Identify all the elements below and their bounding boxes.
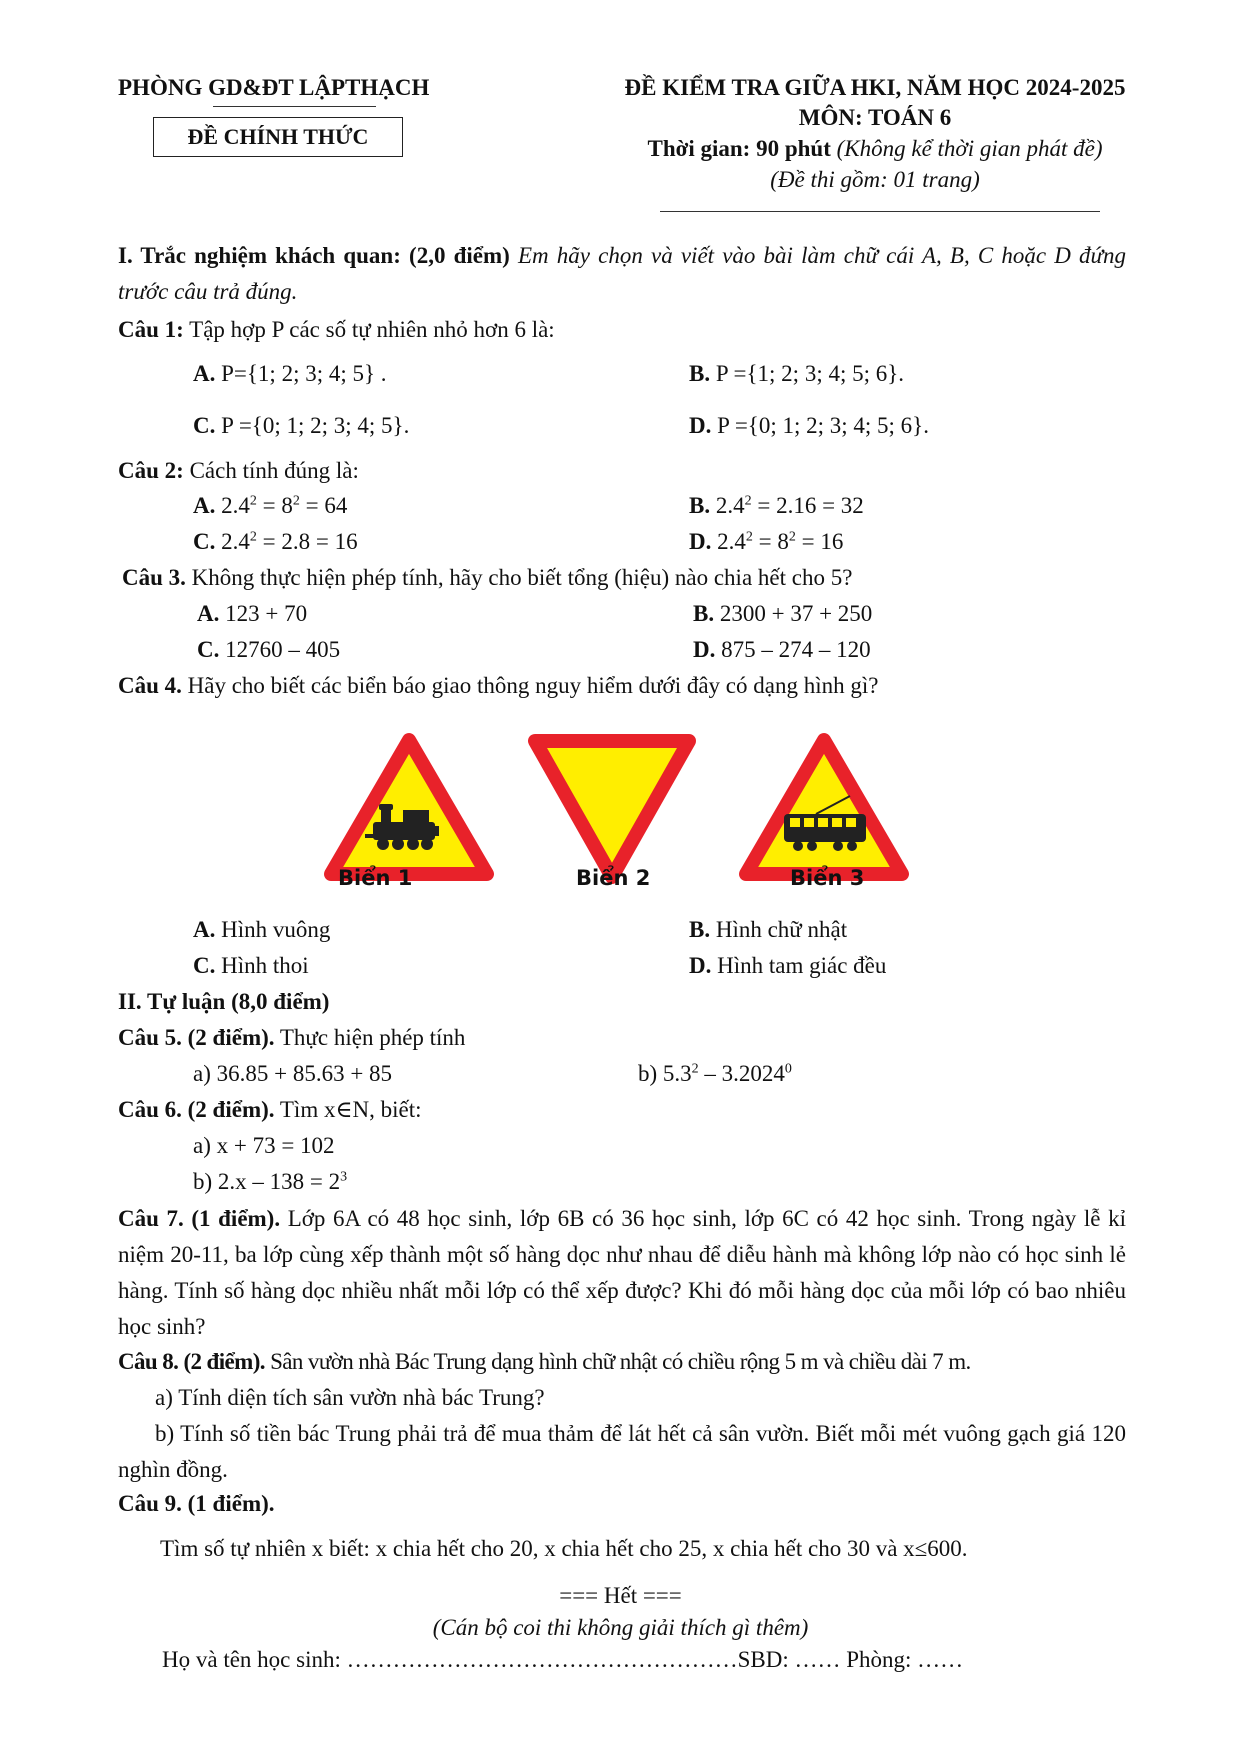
q6-part-a: a) x + 73 = 102 — [193, 1133, 335, 1158]
q7-label: Câu 7. (1 điểm). — [118, 1206, 281, 1231]
q3-option-c: C. 12760 – 405 — [197, 637, 341, 662]
q7-text: Lớp 6A có 48 học sinh, lớp 6B có 36 học sinh, lớp 6C có 42 học sinh. Trong ngày lễ kỉ niệm 20-11, ba lớp cùng xếp thành một số hàng dọc như nhau để diễu hành mà không lớp nào có học sinh lẻ hàng. Tính số hàng dọc nhiều nhất mỗi lớp có thể xếp được? Khi đó mỗi hàng dọc của mỗi lớp có bao nhiêu học sinh? — [118, 1206, 1126, 1339]
q5-label: Câu 5. (2 điểm). — [118, 1025, 275, 1050]
q6-label: Câu 6. (2 điểm). — [118, 1097, 275, 1122]
q4-text: Hãy cho biết các biển báo giao thông nguy hiểm dưới đây có dạng hình gì? — [187, 673, 879, 698]
part2-heading: II. Tự luận (8,0 điểm) — [118, 989, 330, 1014]
official-badge: ĐỀ CHÍNH THỨC — [153, 117, 403, 157]
q4-stem — [118, 672, 878, 700]
q5-part-b: b) $5.3^2 - 3.2024^0$ — [638, 1061, 792, 1086]
sign-1-label: Biển 1 — [338, 866, 413, 890]
part1-heading: I. Trắc nghiệm khách quan: (2,0 điểm) — [118, 243, 510, 268]
q2-label: Câu 2: — [118, 458, 184, 483]
pages-note: (Đề thi gồm: 01 trang) — [770, 167, 980, 192]
time-label: Thời gian: 90 phút — [647, 136, 831, 161]
time-line — [560, 135, 1190, 163]
q2-stem — [118, 457, 359, 485]
end-marker: === Hết === — [559, 1583, 682, 1608]
sign-3-tram-icon — [738, 730, 910, 886]
q5-part-a: a) 36.85 + 85.63 + 85 — [193, 1061, 393, 1086]
q8-part-b: b) Tính số tiền bác Trung phải trả để mua thảm để lát hết cả sân vườn. Biết mỗi mét vuông gạch giá 120 nghìn đồng. — [118, 1421, 1126, 1482]
q4-option-d: D. Hình tam giác đều — [689, 953, 887, 978]
q2-option-c: C. $2.4^2 = 2.8 = 16$ — [193, 529, 358, 554]
exam-title: ĐỀ KIỂM TRA GIỮA HKI, NĂM HỌC 2024-2025 — [624, 75, 1126, 100]
header-rule — [660, 211, 1100, 212]
part1-instruction: Em hãy chọn và viết vào bài làm chữ cái A, B, C hoặc D đứng trước câu trả đúng. — [118, 243, 1127, 304]
q8-label: Câu 8. (2 điểm). — [118, 1349, 265, 1374]
q3-option-b: B. 2300 + 37 + 250 — [693, 601, 873, 626]
q8-part-a: a) Tính diện tích sân vườn nhà bác Trung? — [155, 1385, 545, 1410]
student-info-line: Họ và tên học sinh: ……………………………………………SBD: …… Phòng: …… — [162, 1647, 964, 1672]
q1-option-c: C. P ={0; 1; 2; 3; 4; 5}. — [193, 413, 410, 438]
q1-label: Câu 1: — [118, 317, 184, 342]
sign-2-yield-icon — [527, 733, 697, 886]
q6-text: Tìm x∈N, biết: — [279, 1097, 422, 1122]
sign-3-label: Biển 3 — [790, 866, 865, 890]
q1-stem — [118, 316, 555, 344]
q2-option-d: D. $2.4^2 = 8^2 = 16$ — [689, 529, 844, 554]
q4-label: Câu 4. — [118, 673, 182, 698]
q4-option-a: A. Hình vuông — [193, 917, 331, 942]
department-underline — [213, 106, 376, 107]
q2-option-a: A. $2.4^2 = 8^2 = 64$ — [193, 493, 348, 518]
q3-stem — [122, 564, 852, 592]
q1-option-b: B. P ={1; 2; 3; 4; 5; 6}. — [689, 361, 905, 386]
q2-text: Cách tính đúng là: — [189, 458, 359, 483]
q5-text: Thực hiện phép tính — [279, 1025, 466, 1050]
q6-part-b: b) $2.x - 138 = 2^3$ — [193, 1169, 348, 1194]
sign-1-train-icon — [323, 730, 495, 886]
q3-text: Không thực hiện phép tính, hãy cho biết tổng (hiệu) nào chia hết cho 5? — [191, 565, 853, 590]
q3-label: Câu 3. — [122, 565, 186, 590]
q9-text: Tìm số tự nhiên x biết: x chia hết cho 20, x chia hết cho 25, x chia hết cho 30 và x≤600. — [160, 1536, 968, 1561]
q8-stem — [118, 1348, 971, 1376]
q5-stem — [118, 1024, 465, 1052]
department-title: PHÒNG GD&ĐT LẬPTHẠCH — [118, 75, 430, 100]
q1-option-a: A. P={1; 2; 3; 4; 5} . — [193, 361, 387, 386]
sign-2-label: Biển 2 — [576, 866, 651, 890]
q7-block — [118, 1201, 1126, 1345]
q1-option-d: D. P ={0; 1; 2; 3; 4; 5; 6}. — [689, 413, 929, 438]
q3-option-d: D. 875 – 274 – 120 — [693, 637, 871, 662]
q3-option-a: A. 123 + 70 — [197, 601, 308, 626]
q8-text: Sân vườn nhà Bác Trung dạng hình chữ nhật có chiều rộng 5 m và chiều dài 7 m. — [270, 1349, 971, 1374]
time-note: (Không kể thời gian phát đề) — [836, 136, 1103, 161]
q6-stem — [118, 1096, 421, 1124]
subject-title: MÔN: TOÁN 6 — [798, 105, 952, 130]
part1-intro — [118, 238, 1126, 310]
q1-text: Tập hợp P các số tự nhiên nhỏ hơn 6 là: — [189, 317, 555, 342]
q4-option-b: B. Hình chữ nhật — [689, 917, 848, 942]
q4-option-c: C. Hình thoi — [193, 953, 309, 978]
q9-label: Câu 9. (1 điểm). — [118, 1491, 275, 1516]
q2-option-b: B. $2.4^2 = 2.16 = 32$ — [689, 493, 864, 518]
invigilator-note: (Cán bộ coi thi không giải thích gì thêm) — [432, 1615, 809, 1640]
